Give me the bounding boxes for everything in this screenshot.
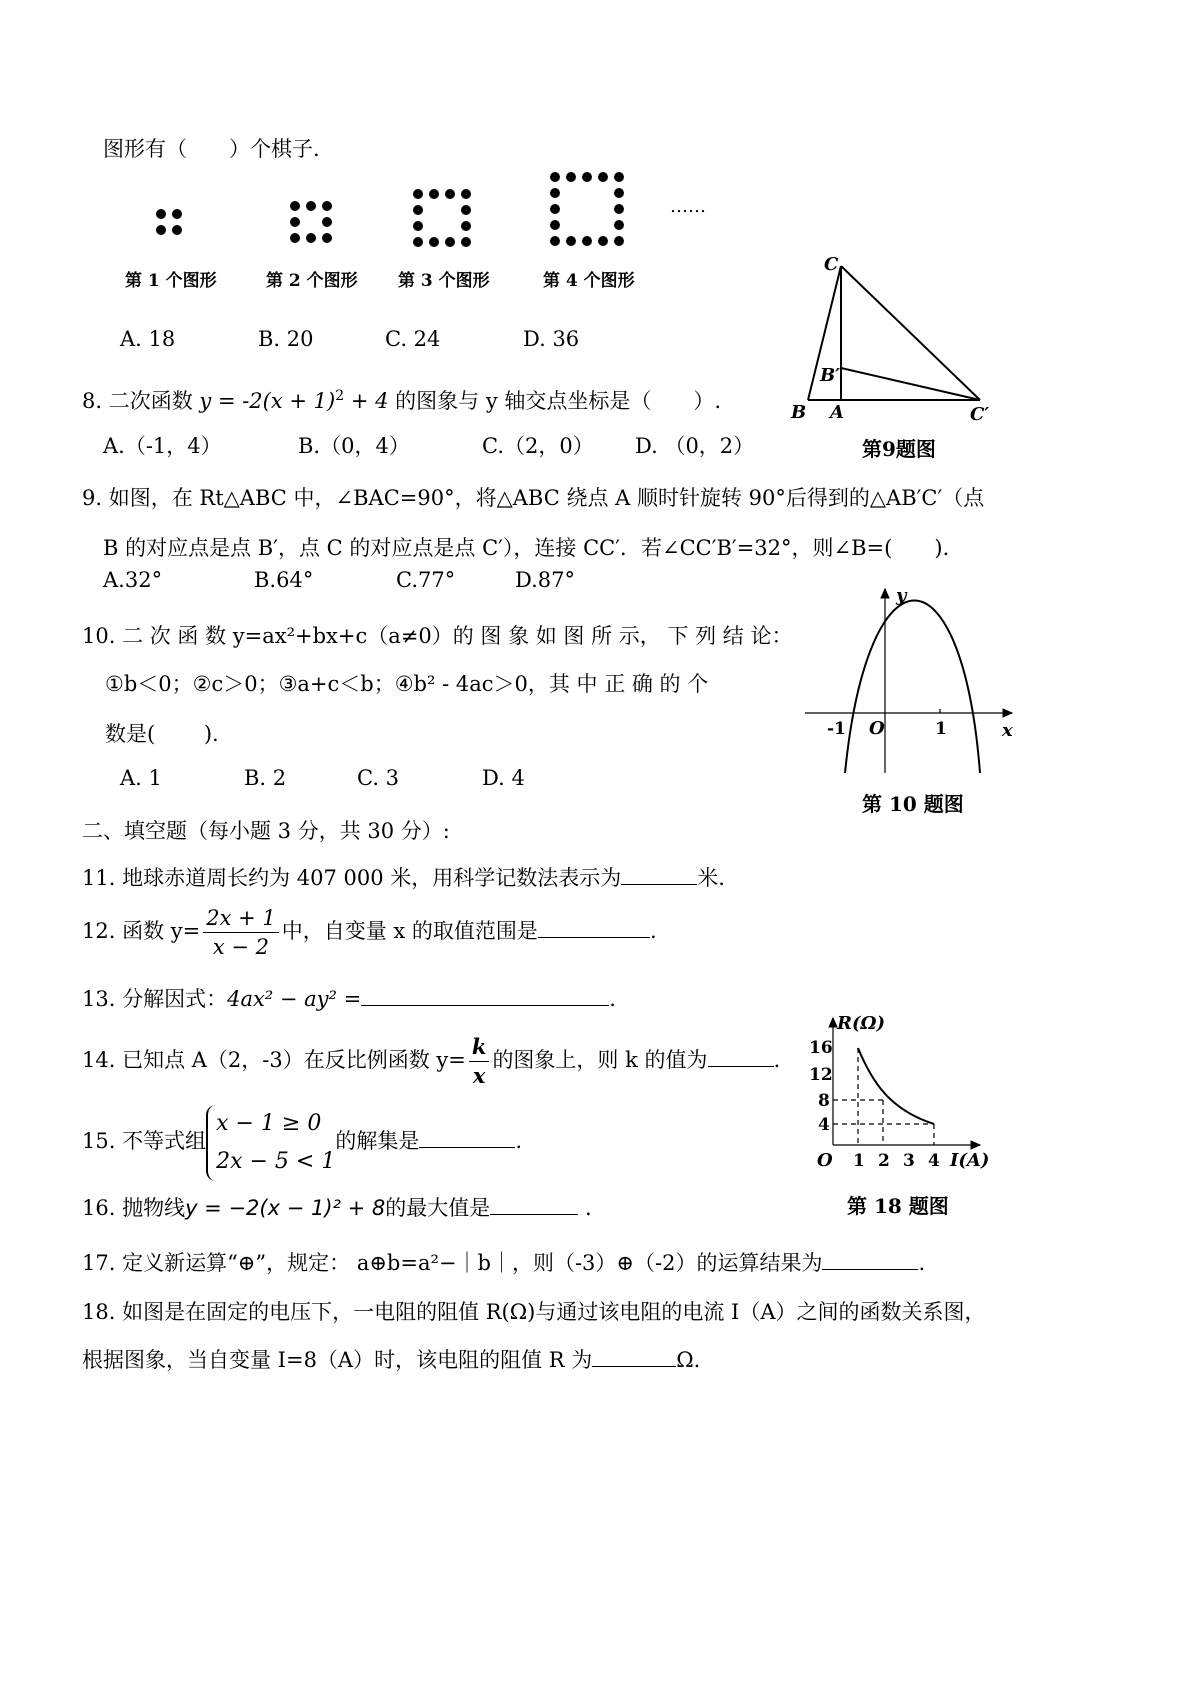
- q9-option-d: D.87°: [515, 568, 575, 592]
- q16-answer-blank[interactable]: [490, 1193, 578, 1215]
- label-minus-1: -1: [827, 719, 846, 739]
- q15-prefix: 15. 不等式组: [82, 1129, 207, 1153]
- fig-label-4: 第 4 个图形: [543, 271, 635, 291]
- q8-stem: [82, 385, 721, 415]
- q16-formula: y = −2(x − 1)² + 8: [185, 1196, 386, 1220]
- q15-inequality-2: 2x − 5 < 1: [216, 1148, 336, 1174]
- label-bprime: B′: [820, 365, 840, 386]
- q12-suffix: 中，自变量 x 的取值范围是: [281, 919, 538, 943]
- q16: [82, 1192, 592, 1222]
- q18-suffix: Ω.: [676, 1348, 701, 1372]
- q9-line-1: 9. 如图，在 Rt△ABC 中，∠BAC=90°，将△ABC 绕点 A 顺时针旋转 90°后得到的△AB′C′（点: [82, 486, 985, 510]
- parabola-curve: [845, 601, 980, 774]
- label-c: C: [824, 254, 839, 275]
- q8-suffix: 的图象与 y 轴交点坐标是（ ）.: [395, 389, 722, 413]
- segment-bpcp: [841, 368, 980, 400]
- ytick-4: 4: [818, 1115, 830, 1135]
- xtick-1: 1: [853, 1151, 865, 1171]
- q13: [82, 983, 616, 1013]
- q14: [82, 1030, 780, 1090]
- q9-option-c: C.77°: [396, 568, 456, 592]
- q10-line-3: 数是( ).: [105, 722, 219, 746]
- q14-fraction: [469, 1033, 490, 1090]
- q9-option-b: B.64°: [254, 568, 314, 592]
- q16-end: .: [578, 1196, 592, 1220]
- q15: [82, 1103, 522, 1179]
- ytick-16: 16: [809, 1038, 833, 1058]
- q8-formula-tail: + 4: [344, 389, 389, 413]
- q15-inequality-system: [206, 1105, 335, 1181]
- ytick-8: 8: [818, 1091, 830, 1111]
- q9-line-2: B 的对应点是点 B′，点 C 的对应点是点 C′），连接 CC′．若∠CC′B′=32°，则∠B=( ).: [103, 536, 950, 560]
- q7-intro: 图形有（ ）个棋子.: [103, 137, 320, 161]
- q8-option-c: C.（2，0）: [482, 434, 594, 458]
- q8-prefix: 8. 二次函数: [82, 389, 193, 413]
- q14-answer-blank[interactable]: [708, 1045, 774, 1067]
- fig18-caption: 第 18 题图: [847, 1194, 949, 1218]
- q7-option-c: C. 24: [385, 327, 441, 351]
- label-a: A: [830, 402, 844, 423]
- q12-denominator: x − 2: [212, 935, 270, 959]
- q8-exponent: 2: [335, 388, 345, 404]
- q17-text: 17. 定义新运算“⊕”，规定： a⊕b=a²−｜b｜，则（-3）⊕（-2）的运算结果为: [82, 1251, 823, 1275]
- label-b: B: [791, 402, 807, 423]
- q12-end: .: [649, 919, 657, 943]
- q9-option-a: A.32°: [103, 568, 163, 592]
- q11-suffix: 米.: [697, 866, 725, 890]
- q17-answer-blank[interactable]: [822, 1248, 918, 1270]
- q8-option-d: D. （0，2）: [635, 434, 755, 458]
- fig9-triangle-diagram: [780, 250, 1010, 435]
- label-y: y: [896, 585, 907, 606]
- q11: [82, 862, 725, 892]
- label-cprime: C′: [970, 404, 990, 425]
- q15-answer-blank[interactable]: [419, 1126, 515, 1148]
- label-i: I(A): [950, 1150, 990, 1171]
- section-2-heading: 二、填空题（每小题 3 分，共 30 分）:: [82, 819, 450, 843]
- q15-end: .: [515, 1129, 523, 1153]
- q15-suffix: 的解集是: [335, 1129, 420, 1153]
- q13-end: .: [609, 987, 616, 1011]
- fig-label-1: 第 1 个图形: [125, 271, 217, 291]
- xtick-4: 4: [928, 1151, 940, 1171]
- q13-prefix: 13. 分解因式：: [82, 987, 228, 1011]
- q7-option-d: D. 36: [523, 327, 580, 351]
- q17: [82, 1247, 925, 1277]
- q10-option-a: A. 1: [120, 766, 162, 790]
- q18-answer-blank[interactable]: [592, 1345, 676, 1367]
- q13-answer-blank[interactable]: [361, 984, 609, 1006]
- label-1: 1: [935, 719, 947, 739]
- label-origin: O: [869, 718, 885, 739]
- q10-option-c: C. 3: [357, 766, 400, 790]
- q11-prefix: 11. 地球赤道周长约为 407 000 米，用科学记数法表示为: [82, 866, 622, 890]
- fig18-resistance-current-graph: [800, 1010, 1000, 1180]
- q16-prefix: 16. 抛物线: [82, 1196, 186, 1220]
- segment-ccp: [841, 266, 980, 400]
- q10-line-2: ①b＜0；②c＞0；③a+c＜b；④b² - 4ac＞0，其 中 正 确 的 个: [105, 672, 709, 696]
- q18-line-2: [82, 1344, 700, 1374]
- q8-option-b: B.（0，4）: [298, 434, 410, 458]
- q13-formula: 4ax² − ay² =: [227, 987, 362, 1011]
- q14-numerator: k: [469, 1033, 490, 1062]
- q10-option-b: B. 2: [244, 766, 287, 790]
- label-x: x: [1002, 720, 1013, 741]
- q12-fraction: [203, 904, 279, 961]
- label-origin: O: [817, 1150, 833, 1171]
- q10-option-d: D. 4: [482, 766, 525, 790]
- xtick-2: 2: [878, 1151, 890, 1171]
- fig-label-3: 第 3 个图形: [398, 271, 490, 291]
- xtick-3: 3: [903, 1151, 915, 1171]
- fig9-caption: 第9题图: [862, 437, 936, 461]
- pattern-4: [550, 172, 624, 246]
- q8-option-a: A.（-1，4）: [103, 434, 222, 458]
- q12: [82, 901, 657, 961]
- label-r: R(Ω): [837, 1013, 886, 1034]
- q7-ellipsis: ……: [670, 196, 706, 217]
- q8-formula: y = -2(x + 1): [199, 389, 336, 413]
- q15-inequality-1: x − 1 ≥ 0: [216, 1110, 322, 1136]
- ytick-12: 12: [809, 1065, 833, 1085]
- q18-prefix: 根据图象，当自变量 I=8（A）时，该电阻的阻值 R 为: [82, 1348, 593, 1372]
- q7-option-a: A. 18: [120, 327, 176, 351]
- q14-end: .: [773, 1048, 781, 1072]
- pattern-1: [156, 209, 182, 235]
- q14-prefix: 14. 已知点 A（2，-3）在反比例函数 y=: [82, 1048, 466, 1072]
- q14-denominator: x: [472, 1063, 486, 1088]
- q7-dot-patterns: [140, 165, 660, 255]
- q14-suffix: 的图象上，则 k 的值为: [492, 1048, 708, 1072]
- q7-option-b: B. 20: [258, 327, 314, 351]
- q12-numerator: 2x + 1: [203, 904, 279, 933]
- q12-prefix: 12. 函数 y=: [82, 919, 201, 943]
- pattern-3: [413, 189, 471, 247]
- q11-answer-blank[interactable]: [621, 863, 697, 885]
- q16-suffix: 的最大值是: [385, 1196, 491, 1220]
- q18-line-1: 18. 如图是在固定的电压下，一电阻的阻值 R(Ω)与通过该电阻的电流 I（A）之间的函数关系图，: [82, 1300, 986, 1324]
- fig10-parabola-graph: [800, 583, 1030, 778]
- fig10-caption: 第 10 题图: [862, 792, 964, 816]
- q10-line-1: 10. 二 次 函 数 y=ax²+bx+c（a≠0）的 图 象 如 图 所 示， 下 列 结 论：: [82, 624, 793, 648]
- q17-end: .: [918, 1251, 926, 1275]
- pattern-2: [290, 201, 332, 243]
- inverse-curve: [858, 1048, 934, 1124]
- fig-label-2: 第 2 个图形: [266, 271, 358, 291]
- q12-answer-blank[interactable]: [538, 916, 650, 938]
